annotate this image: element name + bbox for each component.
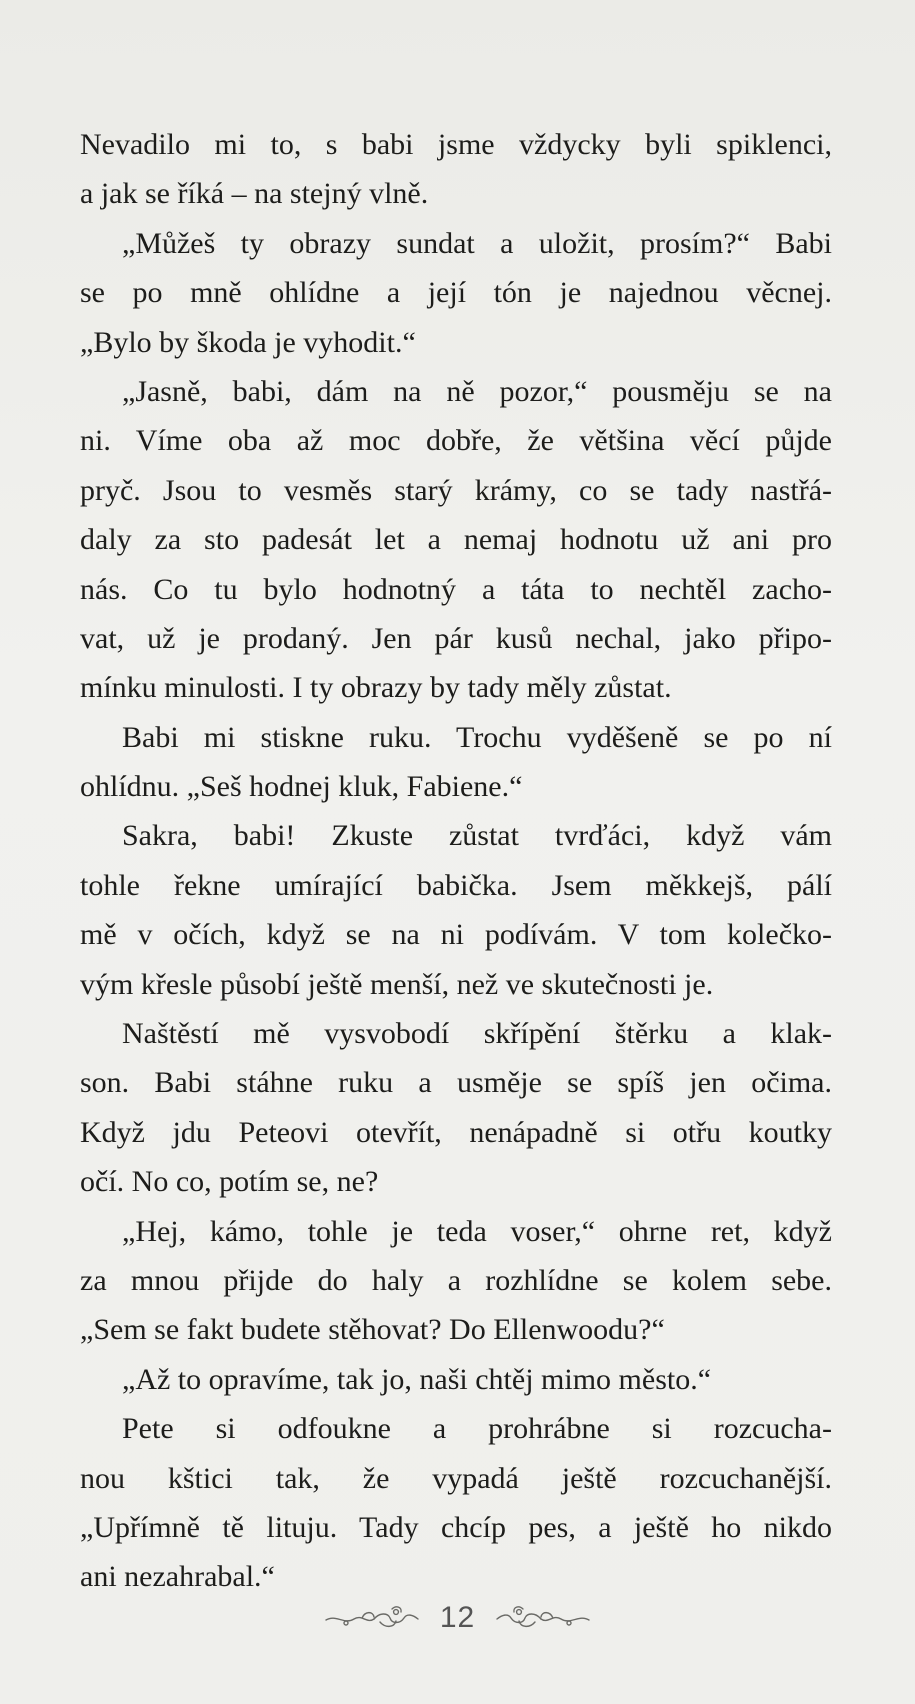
text-line: tohle řekne umírající babička. Jsem měkkejš, pálí bbox=[80, 868, 832, 902]
text-line: son. Babi stáhne ruku a usměje se spíš jen očima. bbox=[80, 1066, 832, 1100]
text-line: vat, už je prodaný. Jen pár kusů nechal, jako připo- bbox=[80, 621, 832, 655]
text-line: „Až to opravíme, tak jo, naši chtěj mimo město.“ bbox=[122, 1362, 712, 1396]
text-line: nás. Co tu bylo hodnotný a táta to nechtěl zacho- bbox=[80, 572, 832, 606]
text-line: Sakra, babi! Zkuste zůstat tvrďáci, když vám bbox=[122, 819, 832, 853]
left-flourish-icon bbox=[322, 1603, 422, 1633]
text-line: ni. Víme oba až moc dobře, že většina věcí půjde bbox=[80, 424, 832, 458]
text-line: za mnou přijde do haly a rozhlídne se kolem sebe. bbox=[80, 1263, 832, 1297]
text-line: nou kštici tak, že vypadá ještě rozcuchanější. bbox=[80, 1461, 832, 1495]
text-line: vým křesle působí ještě menší, než ve skutečnosti je. bbox=[80, 967, 714, 1001]
text-line: „Můžeš ty obrazy sundat a uložit, prosím?“ Babi bbox=[122, 226, 832, 260]
text-line: Naštěstí mě vysvobodí skřípění štěrku a klak- bbox=[122, 1017, 832, 1051]
text-line: mínku minulosti. I ty obrazy by tady měly zůstat. bbox=[80, 671, 672, 705]
text-line: „Upřímně tě lituju. Tady chcíp pes, a ještě ho nikdo bbox=[80, 1510, 832, 1544]
text-line: „Jasně, babi, dám na ně pozor,“ pousměju se na bbox=[122, 374, 832, 408]
text-line: a jak se říká – na stejný vlně. bbox=[80, 177, 429, 211]
text-line: Pete si odfoukne a prohrábne si rozcucha- bbox=[122, 1412, 832, 1446]
text-line: „Sem se fakt budete stěhovat? Do Ellenwoodu?“ bbox=[80, 1313, 665, 1347]
text-line: daly za sto padesát let a nemaj hodnotu už ani pro bbox=[80, 523, 832, 557]
text-line: se po mně ohlídne a její tón je najednou věcnej. bbox=[80, 276, 832, 310]
page-number: 12 bbox=[439, 1601, 476, 1634]
body-text bbox=[80, 120, 832, 1602]
text-line: „Hej, kámo, tohle je teda voser,“ ohrne ret, když bbox=[122, 1214, 832, 1248]
text-line: ani nezahrabal.“ bbox=[80, 1560, 275, 1594]
text-line: „Bylo by škoda je vyhodit.“ bbox=[80, 325, 416, 359]
text-line: ohlídnu. „Seš hodnej kluk, Fabiene.“ bbox=[80, 770, 523, 804]
text-line: mě v očích, když se na ni podívám. V tom kolečko- bbox=[80, 918, 832, 952]
text-line: očí. No co, potím se, ne? bbox=[80, 1165, 379, 1199]
right-flourish-icon bbox=[493, 1603, 593, 1633]
text-line: Když jdu Peteovi otevřít, nenápadně si otřu koutky bbox=[80, 1115, 832, 1149]
text-line: Babi mi stiskne ruku. Trochu vyděšeně se po ní bbox=[122, 720, 832, 754]
text-line: pryč. Jsou to vesměs starý krámy, co se tady nastřá- bbox=[80, 473, 832, 507]
text-line: Nevadilo mi to, s babi jsme vždycky byli spiklenci, bbox=[80, 128, 832, 161]
page-footer bbox=[0, 1598, 915, 1638]
